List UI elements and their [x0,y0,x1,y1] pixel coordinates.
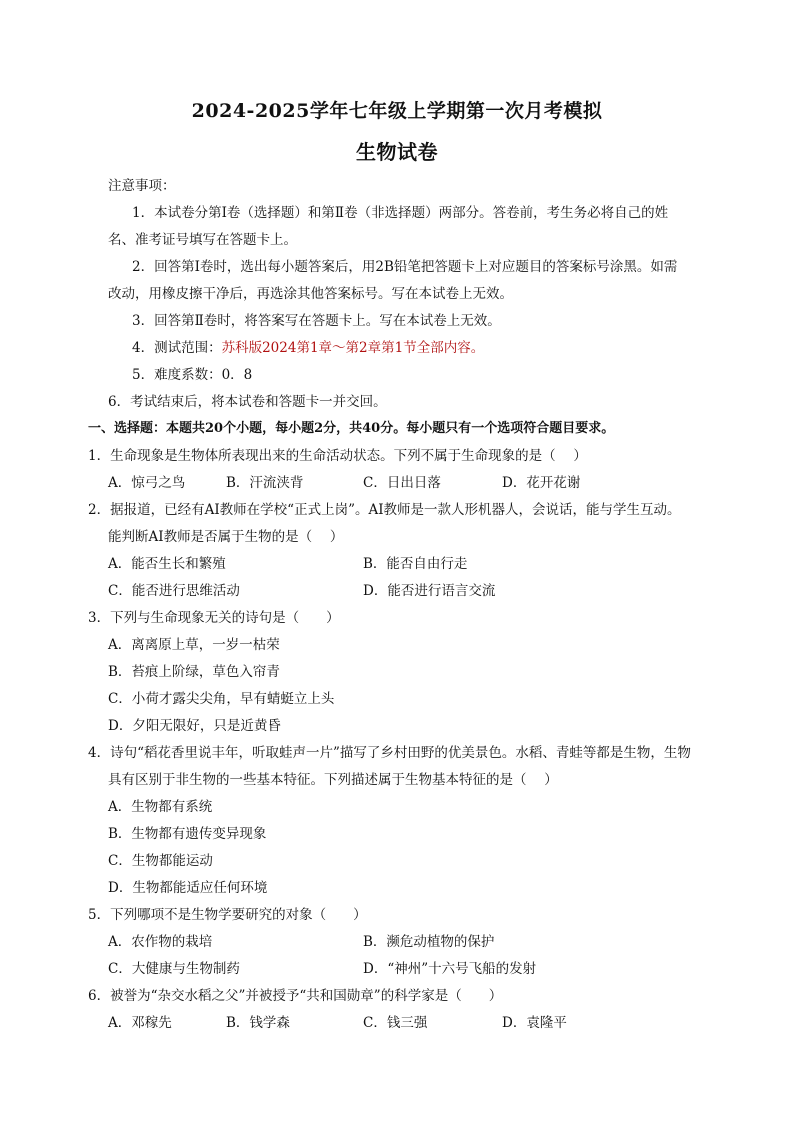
q1-option-d: D．花开花谢 [502,475,581,491]
q1-option-b: B．汗流浃背 [226,475,304,491]
q5-option-c: C．大健康与生物制药 [108,961,240,977]
q1-option-a: A．惊弓之鸟 [108,475,186,491]
notice-6: 6．考试结束后，将本试卷和答题卡一并交回。 [108,394,387,410]
q3-stem: 3．下列与生命现象无关的诗句是（ ） [88,610,340,626]
q6-option-b: B．钱学森 [226,1015,290,1031]
notice-1a: 1．本试卷分第Ⅰ卷（选择题）和第Ⅱ卷（非选择题）两部分。答卷前，考生务必将自己的姓 [132,205,669,221]
notice-2b: 改动，用橡皮擦干净后，再选涂其他答案标号。写在本试卷上无效。 [108,286,513,302]
q6-option-a: A．邓稼先 [108,1015,172,1031]
q6-option-c: C．钱三强 [363,1015,428,1031]
q3-option-a: A．离离原上草，一岁一枯荣 [108,637,280,653]
q4-option-d: D．生物都能适应任何环境 [108,880,268,896]
notice-5: 5．难度系数：0．8 [132,367,253,383]
notice-1b: 名、准考证号填写在答题卡上。 [108,232,297,248]
q5-stem: 5．下列哪项不是生物学要研究的对象（ ） [88,907,367,923]
q5-option-a: A．农作物的栽培 [108,934,213,950]
notice-heading: 注意事项： [108,178,176,194]
q2-option-c: C．能否进行思维活动 [108,583,240,599]
q4-stem-line2: 具有区别于非生物的一些基本特征。下列描述属于生物基本特征的是（ ） [108,772,558,788]
q3-option-c: C．小荷才露尖尖角，早有蜻蜓立上头 [108,691,335,707]
notice-4-scope: 苏科版2024第1章～第2章第1节全部内容。 [221,340,485,356]
q3-option-b: B．苔痕上阶绿，草色入帘青 [108,664,280,680]
q1-stem: 1．生命现象是生物体所表现出来的生命活动状态。下列不属于生命现象的是（ ） [88,448,587,464]
section-heading: 一、选择题：本题共20个小题，每小题2分，共40分。每小题只有一个选项符合题目要求。 [88,421,615,436]
exam-title: 2024-2025学年七年级上学期第一次月考模拟 [191,100,603,122]
q6-option-d: D．袁隆平 [502,1015,567,1031]
notice-4-prefix: 4．测试范围： [132,340,222,356]
q3-option-d: D．夕阳无限好，只是近黄昏 [108,718,281,734]
q2-option-b: B．能否自由行走 [363,556,468,572]
notice-4 [132,338,484,358]
q2-stem-line1: 2．据报道，已经有AI教师在学校“正式上岗”。AI教师是一款人形机器人，会说话，能与学生互动。 [88,502,681,518]
q1-option-c: C．日出日落 [363,475,441,491]
notice-3: 3．回答第Ⅱ卷时，将答案写在答题卡上。写在本试卷上无效。 [132,313,501,329]
q5-option-b: B．濒危动植物的保护 [363,934,495,950]
q5-option-d: D．“神州”十六号飞船的发射 [363,961,537,977]
q4-option-a: A．生物都有系统 [108,799,213,815]
q4-option-c: C．生物都能运动 [108,853,213,869]
notice-2a: 2．回答第Ⅰ卷时，选出每小题答案后，用2B铅笔把答题卡上对应题目的答案标号涂黑。如需 [132,259,678,275]
q4-stem-line1: 4．诗句“稻花香里说丰年，听取蛙声一片”描写了乡村田野的优美景色。水稻、青蛙等都是生物，生物 [88,745,691,761]
exam-subject: 生物试卷 [356,140,438,164]
q2-stem-line2: 能判断AI教师是否属于生物的是（ ） [108,529,344,545]
q2-option-d: D．能否进行语言交流 [363,583,496,599]
q6-stem: 6．被誉为“杂交水稻之父”并被授予“共和国勋章”的科学家是（ ） [88,988,503,1004]
q4-option-b: B．生物都有遗传变异现象 [108,826,267,842]
q2-option-a: A．能否生长和繁殖 [108,556,226,572]
